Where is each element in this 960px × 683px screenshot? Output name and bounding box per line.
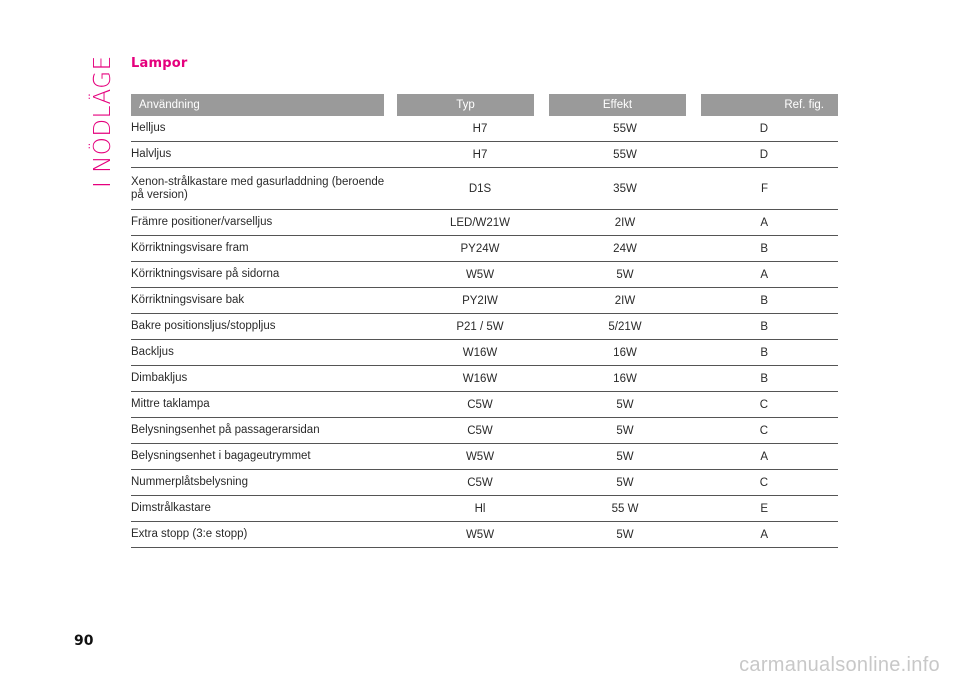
section-title: Lampor	[131, 56, 188, 71]
page-number: 90	[74, 633, 94, 649]
cell-usage: Extra stopp (3:e stopp)	[131, 528, 248, 540]
watermark: carmanualsonline.info	[739, 654, 940, 676]
cell-usage: Bakre positionsljus/stoppljus	[131, 320, 276, 332]
header-ref-fig: Ref. fig.	[701, 94, 838, 116]
cell-ref-fig: C	[759, 398, 768, 411]
table-header-row	[131, 94, 838, 116]
table-row	[131, 444, 838, 470]
cell-type: LED/W21W	[449, 216, 511, 229]
cell-type: W5W	[465, 268, 495, 281]
table-row	[131, 262, 838, 288]
cell-ref-fig: A	[760, 528, 768, 541]
cell-type: W16W	[462, 346, 498, 359]
table-row	[131, 496, 838, 522]
cell-usage: Främre positioner/varselljus	[131, 216, 273, 228]
cell-ref-fig: D	[759, 148, 768, 161]
cell-power: 5W	[616, 268, 634, 281]
cell-usage: Körriktningsvisare fram	[131, 242, 249, 254]
header-type: Typ	[397, 94, 534, 116]
table-row	[131, 142, 838, 168]
cell-power: 5W	[616, 476, 634, 489]
cell-type: Hl	[474, 502, 486, 515]
cell-type: C5W	[467, 476, 493, 489]
cell-type: W5W	[465, 450, 495, 463]
cell-ref-fig: C	[759, 424, 768, 437]
cell-ref-fig: D	[759, 122, 768, 135]
cell-power: 55W	[613, 122, 637, 135]
cell-usage: Nummerplåtsbelysning	[131, 476, 248, 488]
cell-type: H7	[472, 122, 488, 135]
cell-power: 2IW	[614, 216, 636, 229]
cell-usage: Körriktningsvisare på sidorna	[131, 268, 280, 280]
cell-usage: Körriktningsvisare bak	[131, 294, 245, 306]
cell-ref-fig: B	[760, 346, 768, 359]
chapter-heading-vertical	[92, 48, 116, 188]
cell-ref-fig: B	[760, 372, 768, 385]
table-row	[131, 288, 838, 314]
table-row	[131, 314, 838, 340]
cell-power: 35W	[613, 182, 637, 195]
cell-usage: Backljus	[131, 346, 174, 358]
cell-usage: Dimbakljus	[131, 372, 188, 384]
cell-usage: Xenon-strålkastare med gasurladdning (beroende på version)	[131, 175, 385, 201]
cell-usage: Mittre taklampa	[131, 398, 210, 410]
cell-power: 5/21W	[608, 320, 642, 333]
table-row	[131, 210, 838, 236]
cell-type: W5W	[465, 528, 495, 541]
cell-usage: Belysningsenhet på passagerarsidan	[131, 424, 320, 436]
header-usage: Användning	[131, 94, 384, 116]
cell-ref-fig: E	[760, 502, 768, 515]
cell-power: 2IW	[614, 294, 636, 307]
cell-power: 16W	[613, 346, 637, 359]
cell-ref-fig: B	[760, 320, 768, 333]
cell-ref-fig: B	[760, 242, 768, 255]
cell-type: PY2IW	[462, 294, 498, 307]
table-row	[131, 236, 838, 262]
header-power: Effekt	[549, 94, 686, 116]
cell-power: 55 W	[611, 502, 639, 515]
cell-power: 5W	[616, 450, 634, 463]
cell-usage: Helljus	[131, 122, 166, 134]
table-row	[131, 392, 838, 418]
cell-type: PY24W	[460, 242, 500, 255]
cell-usage: Halvljus	[131, 148, 172, 160]
cell-type: D1S	[468, 182, 492, 195]
cell-ref-fig: A	[760, 268, 768, 281]
cell-type: W16W	[462, 372, 498, 385]
cell-power: 24W	[613, 242, 637, 255]
cell-ref-fig: F	[760, 182, 768, 195]
cell-ref-fig: C	[759, 476, 768, 489]
table-row	[131, 116, 838, 142]
lamp-table	[131, 94, 838, 548]
cell-usage: Dimstrålkastare	[131, 502, 211, 514]
table-row	[131, 470, 838, 496]
chapter-heading-text: I NÖDLÄGE	[90, 55, 116, 188]
cell-ref-fig: B	[760, 294, 768, 307]
table-row	[131, 168, 838, 210]
table-row	[131, 522, 838, 548]
cell-power: 5W	[616, 398, 634, 411]
cell-type: C5W	[467, 424, 493, 437]
table-row	[131, 340, 838, 366]
cell-type: C5W	[467, 398, 493, 411]
cell-type: P21 / 5W	[456, 320, 504, 333]
cell-usage: Belysningsenhet i bagageutrymmet	[131, 450, 311, 462]
cell-ref-fig: A	[760, 216, 768, 229]
cell-power: 55W	[613, 148, 637, 161]
table-row	[131, 418, 838, 444]
table-body	[131, 116, 838, 548]
cell-power: 5W	[616, 528, 634, 541]
table-row	[131, 366, 838, 392]
cell-ref-fig: A	[760, 450, 768, 463]
cell-type: H7	[472, 148, 488, 161]
cell-power: 5W	[616, 424, 634, 437]
cell-power: 16W	[613, 372, 637, 385]
